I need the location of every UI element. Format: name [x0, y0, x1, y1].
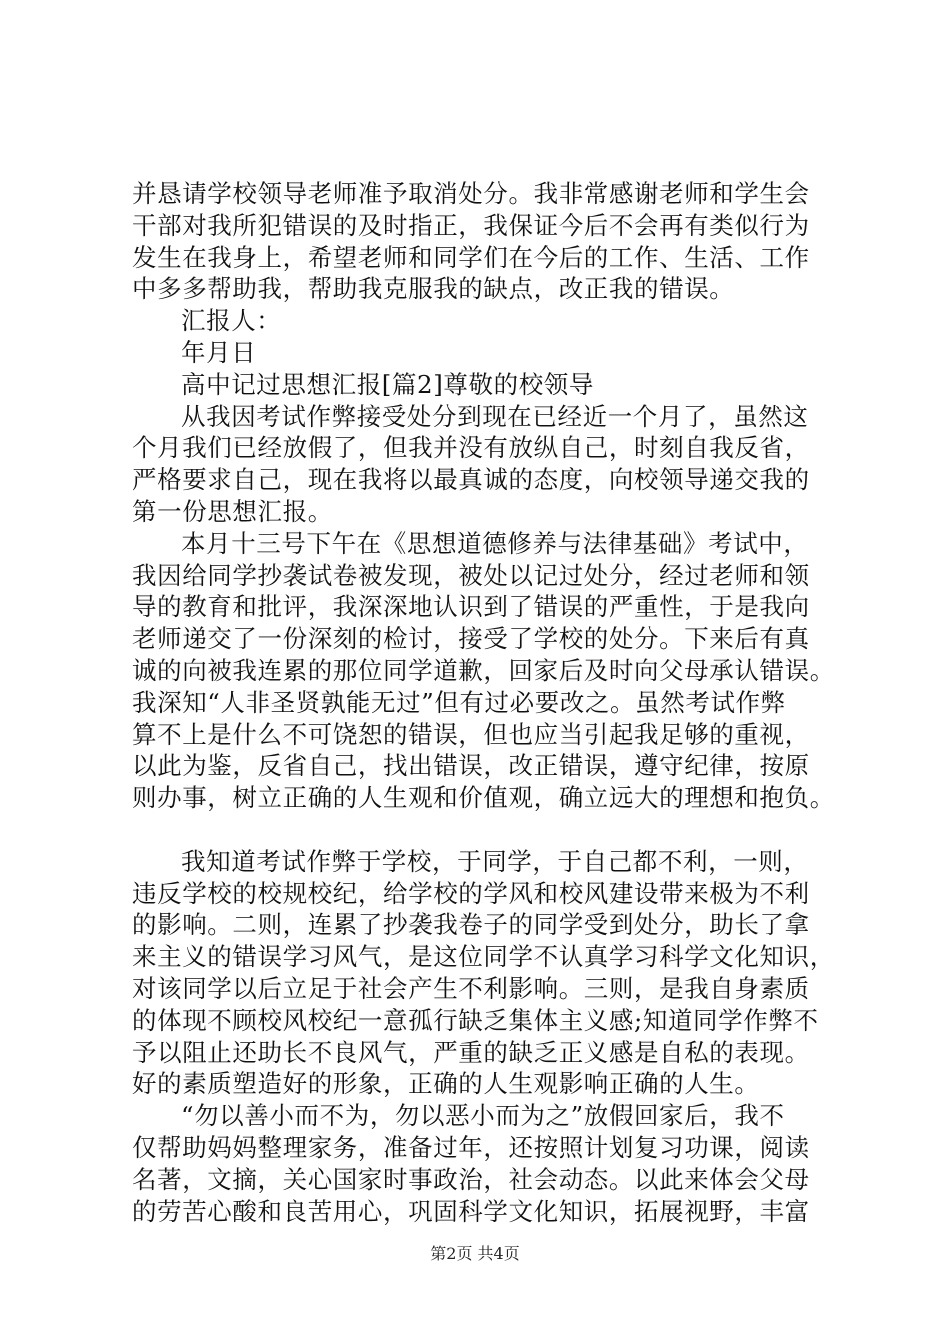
text-line: 予以阻止还助长不良风气，严重的缺乏正义感是自私的表现。 [132, 1037, 810, 1067]
text-line: 名著，文摘，关心国家时事政治，社会动态。以此来体会父母 [132, 1164, 810, 1194]
text-line: 我知道考试作弊于学校，于同学，于自己都不利，一则， [181, 846, 809, 876]
text-line: 的体现不顾校风校纪一意孤行缺乏集体主义感;知道同学作弊不 [132, 1005, 819, 1035]
text-line: 则办事，树立正确的人生观和价值观，确立远大的理想和抱负。 [132, 783, 835, 813]
text-line: 年月日 [181, 337, 257, 367]
text-line: 的影响。二则，连累了抄袭我卷子的同学受到处分，助长了拿 [132, 910, 810, 940]
text-line: 仅帮助妈妈整理家务，准备过年，还按照计划复习功课，阅读 [132, 1132, 810, 1162]
text-line: 干部对我所犯错误的及时指正，我保证今后不会再有类似行为 [132, 210, 810, 240]
text-line: 第一份思想汇报。 [132, 496, 333, 526]
text-line: 算不上是什么不可饶恕的错误，但也应当引起我足够的重视， [132, 719, 810, 749]
text-line: 违反学校的校规校纪，给学校的学风和校风建设带来极为不利 [132, 878, 810, 908]
text-line: 高中记过思想汇报[篇2]尊敬的校领导 [181, 369, 595, 399]
text-line: 对该同学以后立足于社会产生不利影响。三则，是我自身素质 [132, 973, 810, 1003]
document-body [132, 178, 835, 1227]
text-line: 我因给同学抄袭试卷被发现，被处以记过处分，经过老师和领 [132, 560, 810, 590]
text-line: 本月十三号下午在《思想道德修养与法律基础》考试中， [181, 528, 809, 558]
text-line: 老师递交了一份深刻的检讨，接受了学校的处分。下来后有真 [132, 624, 810, 654]
text-line: 个月我们已经放假了，但我并没有放纵自己，时刻自我反省， [132, 433, 810, 463]
page-footer: 第2页 共4页 [430, 1244, 520, 1263]
text-line: 导的教育和批评，我深深地认识到了错误的严重性，于是我向 [132, 592, 810, 622]
text-line: “勿以善小而不为，勿以恶小而为之”放假回家后，我不 [181, 1101, 785, 1131]
text-line: 汇报人： [181, 306, 282, 336]
text-line: 好的素质塑造好的形象，正确的人生观影响正确的人生。 [132, 1069, 760, 1099]
text-line: 我深知“人非圣贤孰能无过”但有过必要改之。虽然考试作弊 [132, 687, 786, 717]
text-line: 严格要求自己，现在我将以最真诚的态度，向校领导递交我的 [132, 465, 810, 495]
text-line: 的劳苦心酸和良苦用心，巩固科学文化知识，拓展视野，丰富 [132, 1196, 810, 1226]
text-line: 诚的向被我连累的那位同学道歉，回家后及时向父母承认错误。 [132, 655, 835, 685]
text-line: 发生在我身上，希望老师和同学们在今后的工作、生活、工作 [132, 242, 810, 272]
text-line: 中多多帮助我，帮助我克服我的缺点，改正我的错误。 [132, 274, 735, 304]
text-line: 来主义的错误学习风气，是这位同学不认真学习科学文化知识， [132, 942, 835, 972]
text-line: 从我因考试作弊接受处分到现在已经近一个月了，虽然这 [181, 401, 809, 431]
blank-line [132, 814, 832, 846]
text-line: 并恳请学校领导老师准予取消处分。我非常感谢老师和学生会 [132, 179, 810, 208]
text-line: 以此为鉴，反省自己，找出错误，改正错误，遵守纪律，按原 [132, 751, 810, 781]
